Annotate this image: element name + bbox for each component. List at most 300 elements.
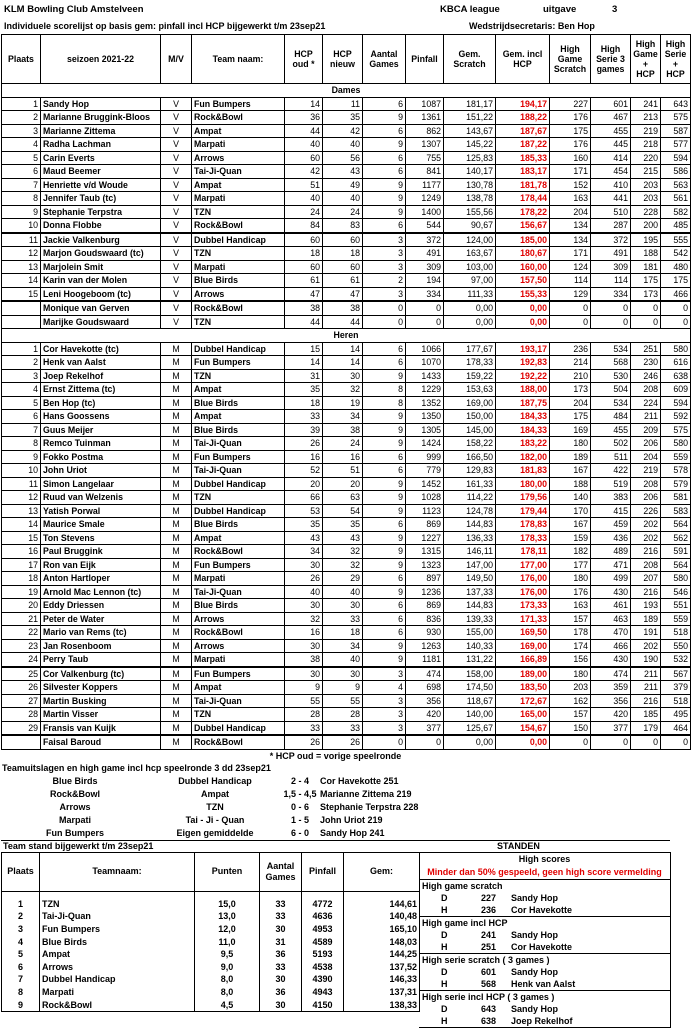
column-header: High Serie + HCP [661, 35, 691, 84]
player-cell: 583 [661, 504, 691, 518]
club-name: KLM Bowling Club Amstelveen [4, 4, 144, 15]
player-cell: 10 [2, 464, 41, 478]
player-cell: 372 [406, 233, 444, 247]
player-cell: 165,00 [496, 708, 550, 722]
player-cell: 60 [285, 151, 323, 165]
standings-row [2, 960, 420, 973]
player-cell: 191 [631, 626, 661, 640]
standings-column-header: Teamnaam: [40, 852, 195, 891]
player-row [2, 178, 691, 192]
player-cell: 159 [550, 531, 591, 545]
player-cell: 47 [323, 287, 363, 301]
player-row [2, 205, 691, 219]
player-cell: 6 [363, 599, 406, 613]
player-cell: 23 [2, 639, 41, 653]
player-cell: Cor Valkenburg (tc) [41, 667, 161, 681]
team-result-cell: 0 - 6 [290, 801, 309, 812]
player-cell: 181,78 [496, 178, 550, 192]
standings-cell: 4390 [302, 973, 344, 986]
player-cell: 180 [550, 572, 591, 586]
player-cell: Monique van Gerven [41, 301, 161, 315]
player-cell [2, 735, 41, 749]
player-cell: 26 [2, 681, 41, 695]
player-cell: Arrows [192, 612, 285, 626]
player-cell: 213 [631, 111, 661, 125]
team-result-cell: Eigen gemiddelde [176, 827, 254, 838]
player-cell: 18 [323, 247, 363, 261]
player-cell: 218 [631, 138, 661, 152]
player-cell: 155,56 [444, 205, 496, 219]
player-cell: 1 [2, 342, 41, 356]
player-cell: 0 [406, 315, 444, 329]
player-cell: 156,67 [496, 219, 550, 233]
player-cell: 134 [550, 219, 591, 233]
player-cell: 143,67 [444, 124, 496, 138]
player-cell: 20 [2, 599, 41, 613]
player-cell: 594 [661, 151, 691, 165]
column-header: HCP nieuw [323, 35, 363, 84]
player-cell: 309 [591, 260, 631, 274]
player-cell: 430 [591, 653, 631, 667]
player-cell: 145,22 [444, 138, 496, 152]
high-score-value: 236 [481, 904, 497, 915]
high-score-row [419, 892, 670, 904]
player-cell: 192,83 [496, 356, 550, 370]
player-cell: 157,50 [496, 274, 550, 288]
standings-cell: 146,33 [344, 973, 420, 986]
player-row [2, 477, 691, 491]
player-cell: Dubbel Handicap [192, 504, 285, 518]
player-cell: 841 [406, 165, 444, 179]
player-cell: 0 [631, 315, 661, 329]
player-row [2, 612, 691, 626]
player-cell: Arrows [192, 151, 285, 165]
player-cell: Rock&Bowl [192, 626, 285, 640]
player-cell: 188 [550, 477, 591, 491]
player-cell: 379 [661, 681, 691, 695]
player-row [2, 599, 691, 613]
player-cell: 30 [323, 667, 363, 681]
player-cell: 1424 [406, 437, 444, 451]
standings-cell: 2 [2, 910, 40, 923]
player-cell: 6 [363, 97, 406, 111]
player-cell: 504 [591, 383, 631, 397]
player-cell: Blue Birds [192, 396, 285, 410]
player-cell: 643 [661, 97, 691, 111]
player-row [2, 192, 691, 206]
player-cell: 51 [285, 178, 323, 192]
column-header: Pinfall [406, 35, 444, 84]
player-cell: 188,00 [496, 383, 550, 397]
player-cell: 9 [363, 111, 406, 125]
player-cell: 220 [631, 151, 661, 165]
high-score-block-title: High game incl HCP [422, 917, 508, 928]
player-cell: 38 [285, 653, 323, 667]
player-cell: 1236 [406, 585, 444, 599]
player-cell: 609 [661, 383, 691, 397]
player-cell: 13 [2, 504, 41, 518]
player-cell: 49 [323, 178, 363, 192]
player-cell: 224 [631, 396, 661, 410]
player-cell: 359 [591, 681, 631, 695]
player-cell: 180 [550, 437, 591, 451]
standings-column-header: Gem: [344, 852, 420, 891]
standings-cell: 165,10 [344, 923, 420, 936]
standings-heading: STANDEN [497, 840, 540, 851]
team-result-cell: Fun Bumpers [45, 827, 104, 838]
player-cell: TZN [192, 247, 285, 261]
player-cell: Blue Birds [192, 274, 285, 288]
player-cell: Ben Hop (tc) [41, 396, 161, 410]
player-cell: 586 [661, 165, 691, 179]
player-cell: 1249 [406, 192, 444, 206]
player-cell: 51 [323, 464, 363, 478]
player-cell: 178,33 [444, 356, 496, 370]
player-cell: 6 [363, 464, 406, 478]
player-cell: 6 [363, 356, 406, 370]
column-header: High Game Scratch [550, 35, 591, 84]
player-cell: 4 [363, 681, 406, 695]
player-cell: 594 [661, 396, 691, 410]
team-result-cell: TZN [206, 801, 224, 812]
player-cell: 495 [661, 708, 691, 722]
player-cell: 206 [631, 491, 661, 505]
player-cell: 568 [591, 356, 631, 370]
player-cell: 862 [406, 124, 444, 138]
player-cell: Guus Meijer [41, 423, 161, 437]
player-cell: 19 [323, 396, 363, 410]
player-cell: 103,00 [444, 260, 496, 274]
player-cell: 24 [323, 437, 363, 451]
player-cell: 2 [2, 111, 41, 125]
player-cell: Tai-Ji-Quan [192, 585, 285, 599]
player-cell: 35 [323, 518, 363, 532]
player-cell: 0 [406, 735, 444, 749]
player-cell: Marpati [192, 653, 285, 667]
player-cell: 12 [2, 247, 41, 261]
player-cell: 178,83 [496, 518, 550, 532]
player-cell: 161,33 [444, 477, 496, 491]
player-cell: 869 [406, 599, 444, 613]
player-cell: Fun Bumpers [192, 450, 285, 464]
player-cell: 6 [363, 219, 406, 233]
player-cell: 544 [406, 219, 444, 233]
player-cell: V [161, 233, 192, 247]
player-cell: M [161, 585, 192, 599]
player-cell: 202 [631, 639, 661, 653]
player-cell: 14 [323, 342, 363, 356]
player-cell: 210 [550, 369, 591, 383]
player-cell: 216 [631, 545, 661, 559]
standings-column-header: Punten [195, 852, 260, 891]
player-cell: M [161, 694, 192, 708]
player-cell: 146,11 [444, 545, 496, 559]
player-cell: 410 [591, 178, 631, 192]
edition-label: uitgave [543, 4, 577, 15]
player-cell: 9 [363, 531, 406, 545]
player-cell: 204 [631, 450, 661, 464]
player-cell: 20 [285, 477, 323, 491]
player-row [2, 410, 691, 424]
player-cell: 561 [661, 192, 691, 206]
player-cell: V [161, 138, 192, 152]
player-cell: M [161, 491, 192, 505]
player-row [2, 301, 691, 315]
player-cell: 44 [285, 315, 323, 329]
standings-cell: 9,5 [195, 948, 260, 961]
player-cell: 150,00 [444, 410, 496, 424]
player-cell: 0 [631, 301, 661, 315]
team-result-cell: Rock&Bowl [49, 788, 100, 799]
standings-row [2, 998, 420, 1011]
player-cell: Hans Goossens [41, 410, 161, 424]
player-cell: 0 [661, 301, 691, 315]
player-cell: 0 [363, 735, 406, 749]
player-cell: 28 [2, 708, 41, 722]
player-cell: John Uriot [41, 464, 161, 478]
team-result-row [0, 788, 450, 801]
player-cell: 0 [661, 735, 691, 749]
player-cell: 309 [406, 260, 444, 274]
player-cell: 8 [2, 437, 41, 451]
player-cell: 228 [631, 205, 661, 219]
player-cell: 183,22 [496, 437, 550, 451]
player-cell: 195 [631, 233, 661, 247]
player-cell: 518 [661, 626, 691, 640]
player-cell: 166,89 [496, 653, 550, 667]
player-cell: 9 [2, 450, 41, 464]
player-cell: 38 [323, 423, 363, 437]
player-cell: 356 [406, 694, 444, 708]
player-cell: 0,00 [496, 315, 550, 329]
player-cell: 40 [323, 585, 363, 599]
player-cell: Blue Birds [192, 423, 285, 437]
player-cell: 84 [285, 219, 323, 233]
player-cell: 9 [363, 545, 406, 559]
player-cell: V [161, 151, 192, 165]
player-cell: 130,78 [444, 178, 496, 192]
high-score-value: D [441, 929, 448, 940]
player-cell: 14 [285, 356, 323, 370]
player-cell: 14 [2, 274, 41, 288]
column-header: Plaats [2, 35, 41, 84]
player-cell: M [161, 558, 192, 572]
player-cell: 897 [406, 572, 444, 586]
player-cell: Dubbel Handicap [192, 721, 285, 735]
standings-cell: 12,0 [195, 923, 260, 936]
column-header: Aantal Games [363, 35, 406, 84]
player-cell: 519 [591, 477, 631, 491]
player-cell [2, 301, 41, 315]
player-cell: 1087 [406, 97, 444, 111]
player-cell: 9 [363, 205, 406, 219]
player-cell: 169 [550, 423, 591, 437]
player-cell: 170 [550, 504, 591, 518]
standings-cell: 144,25 [344, 948, 420, 961]
player-cell: 174,50 [444, 681, 496, 695]
player-cell: 455 [591, 423, 631, 437]
column-header: HCP oud * [285, 35, 323, 84]
player-cell: TZN [192, 708, 285, 722]
player-cell: 9 [363, 585, 406, 599]
player-cell: 3 [363, 708, 406, 722]
high-score-value: 601 [481, 966, 497, 977]
column-header: Gem. incl HCP [496, 35, 550, 84]
player-cell: 181,17 [444, 97, 496, 111]
team-result-row [0, 775, 450, 788]
player-cell: 124,78 [444, 504, 496, 518]
standings-cell: 30 [260, 923, 302, 936]
player-cell: V [161, 192, 192, 206]
player-cell: 159,22 [444, 369, 496, 383]
player-cell: 97,00 [444, 274, 496, 288]
player-cell: Sandy Hop [41, 97, 161, 111]
player-cell: 0,00 [444, 315, 496, 329]
player-cell: 209 [631, 423, 661, 437]
player-cell: 131,22 [444, 653, 496, 667]
player-cell: 154,67 [496, 721, 550, 735]
standings-cell: 148,03 [344, 935, 420, 948]
player-cell: 559 [661, 612, 691, 626]
player-cell: 15 [2, 531, 41, 545]
player-cell: Dubbel Handicap [192, 342, 285, 356]
standings-cell: 4953 [302, 923, 344, 936]
high-score-value: Cor Havekotte [511, 904, 573, 915]
player-cell: 29 [2, 721, 41, 735]
player-cell: Arrows [192, 639, 285, 653]
player-cell: 0 [363, 315, 406, 329]
player-cell: 1433 [406, 369, 444, 383]
high-score-block [419, 990, 670, 1027]
player-cell: M [161, 735, 192, 749]
player-cell: 118,67 [444, 694, 496, 708]
player-cell: Blue Birds [192, 518, 285, 532]
player-cell: 464 [661, 721, 691, 735]
player-cell: 0 [661, 315, 691, 329]
player-cell: 32 [323, 545, 363, 559]
standings-row [2, 910, 420, 923]
high-scores-panel [419, 852, 671, 1028]
player-cell: 532 [661, 653, 691, 667]
player-cell: 616 [661, 356, 691, 370]
player-row [2, 315, 691, 329]
player-cell: TZN [192, 205, 285, 219]
player-cell: Marpati [192, 572, 285, 586]
player-cell: Carin Everts [41, 151, 161, 165]
player-cell: 178,44 [496, 192, 550, 206]
player-cell: 11 [2, 233, 41, 247]
player-cell: 40 [285, 585, 323, 599]
player-cell: 474 [406, 667, 444, 681]
player-cell: 869 [406, 518, 444, 532]
player-cell: Ampat [192, 124, 285, 138]
standings-cell: Tai-Ji-Quan [40, 910, 195, 923]
player-cell: 188 [631, 247, 661, 261]
team-results-title: Teamuitslagen en high game incl hcp speelronde 3 dd 23sep21 [2, 762, 271, 773]
player-cell: 35 [285, 518, 323, 532]
team-result-cell: 2 - 4 [290, 775, 309, 786]
player-cell: 577 [661, 138, 691, 152]
player-cell: 139,33 [444, 612, 496, 626]
player-cell: 422 [591, 464, 631, 478]
high-score-value: Sandy Hop [511, 929, 559, 940]
player-cell: 52 [285, 464, 323, 478]
team-result-row [0, 827, 450, 840]
player-cell: 575 [661, 111, 691, 125]
player-cell: 152 [550, 178, 591, 192]
player-cell: 29 [323, 572, 363, 586]
player-cell: 83 [323, 219, 363, 233]
footnote: * HCP oud = vorige speelronde [269, 750, 402, 761]
player-cell: V [161, 287, 192, 301]
player-cell: 0,00 [496, 301, 550, 315]
player-cell: 9 [363, 437, 406, 451]
player-row [2, 287, 691, 301]
player-cell: 182,00 [496, 450, 550, 464]
player-cell: 334 [406, 287, 444, 301]
player-cell: 30 [323, 369, 363, 383]
player-cell: 43 [323, 531, 363, 545]
standings-cell: 33 [260, 960, 302, 973]
player-cell: 18 [2, 572, 41, 586]
player-row [2, 545, 691, 559]
column-header: High Game + HCP [631, 35, 661, 84]
standings-cell: Ampat [40, 948, 195, 961]
player-cell: 550 [661, 639, 691, 653]
player-cell: 2 [363, 274, 406, 288]
player-cell: 114 [550, 274, 591, 288]
team-result-cell: Arrows [59, 801, 91, 812]
player-cell: 518 [661, 694, 691, 708]
player-cell: 10 [2, 219, 41, 233]
player-cell: 193,17 [496, 342, 550, 356]
section-header-row [2, 329, 691, 343]
player-cell: 204 [550, 396, 591, 410]
standings-cell: 137,31 [344, 986, 420, 999]
player-cell: 33 [323, 721, 363, 735]
player-cell: 567 [661, 667, 691, 681]
player-cell: V [161, 274, 192, 288]
player-cell: 208 [631, 383, 661, 397]
player-cell: 183,50 [496, 681, 550, 695]
player-cell: Marianne Bruggink-Bloos [41, 111, 161, 125]
player-cell: 698 [406, 681, 444, 695]
high-scores-warning: Minder dan 50% gespeeld, geen high score vermelding [427, 866, 662, 877]
section-title: Dames [2, 84, 691, 98]
player-cell: M [161, 437, 192, 451]
player-cell: 33 [285, 410, 323, 424]
team-results-table [0, 775, 450, 840]
player-cell: 480 [661, 260, 691, 274]
player-cell: 356 [591, 694, 631, 708]
standings-cell: 31 [260, 935, 302, 948]
player-cell: 181,83 [496, 464, 550, 478]
player-cell: V [161, 315, 192, 329]
player-cell: 56 [323, 151, 363, 165]
standings-cell: 4772 [302, 898, 344, 911]
player-cell: 15 [2, 287, 41, 301]
player-cell: 124,00 [444, 233, 496, 247]
player-cell: 999 [406, 450, 444, 464]
player-row [2, 694, 691, 708]
player-cell: 26 [323, 735, 363, 749]
standings-cell: 4538 [302, 960, 344, 973]
standings-cell: Blue Birds [40, 935, 195, 948]
player-cell: 0 [591, 735, 631, 749]
player-cell: 24 [323, 205, 363, 219]
player-cell: 173,33 [496, 599, 550, 613]
player-cell: 33 [323, 612, 363, 626]
